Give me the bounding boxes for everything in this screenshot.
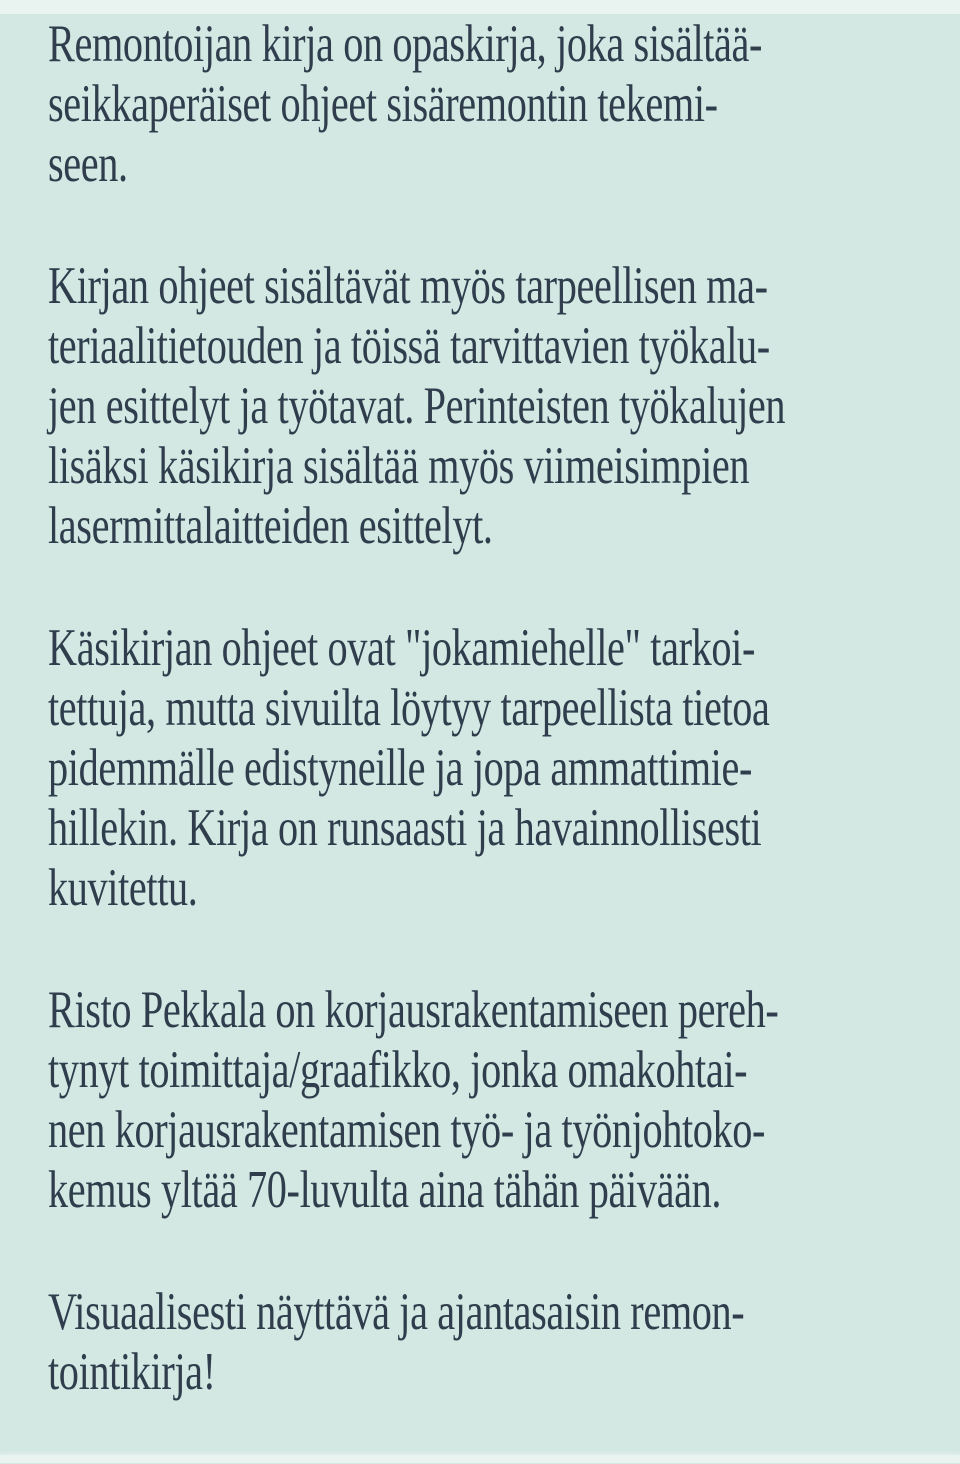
text-line: lisäksi käsikirja sisältää myös viimeisimpien (48, 437, 750, 495)
paragraph-audience (48, 618, 940, 918)
text-line: Visuaalisesti näyttävä ja ajantasaisin remon- (48, 1283, 745, 1341)
text-line: nen korjausrakentamisen työ- ja työnjohtoko- (48, 1101, 766, 1159)
text-line: Risto Pekkala on korjausrakentamiseen pereh- (48, 981, 779, 1039)
text-line: kuvitettu. (48, 859, 198, 917)
paragraph-author (48, 980, 940, 1220)
text-line: lasermittalaitteiden esittelyt. (48, 497, 493, 555)
paragraph-intro (48, 14, 940, 194)
paragraph-tagline (48, 1282, 940, 1402)
text-line: kemus yltää 70-luvulta aina tähän päivään. (48, 1161, 722, 1219)
text-line: pidemmälle edistyneille ja jopa ammattimie- (48, 739, 753, 797)
text-line: Remontoijan kirja on opaskirja, joka sisältää- (48, 15, 763, 73)
bottom-edge-strip (0, 1455, 960, 1463)
text-line: hillekin. Kirja on runsaasti ja havainnollisesti (48, 799, 762, 857)
paragraph-contents (48, 256, 940, 556)
text-line: tointikirja! (48, 1343, 216, 1401)
text-line: jen esittelyt ja työtavat. Perinteisten työkalujen (48, 377, 786, 435)
text-line: seikkaperäiset ohjeet sisäremontin tekemi- (48, 75, 718, 133)
text-line: teriaalitietouden ja töissä tarvittavien työkalu- (48, 317, 770, 375)
text-line: Käsikirjan ohjeet ovat "jokamiehelle" tarkoi- (48, 619, 756, 677)
text-line: seen. (48, 135, 128, 193)
text-line: Kirjan ohjeet sisältävät myös tarpeellisen ma- (48, 257, 768, 315)
book-description-text (48, 14, 940, 1464)
text-line: tynyt toimittaja/graafikko, jonka omakohtai- (48, 1041, 748, 1099)
top-edge-strip (0, 0, 960, 14)
text-line: tettuja, mutta sivuilta löytyy tarpeellista tietoa (48, 679, 770, 737)
